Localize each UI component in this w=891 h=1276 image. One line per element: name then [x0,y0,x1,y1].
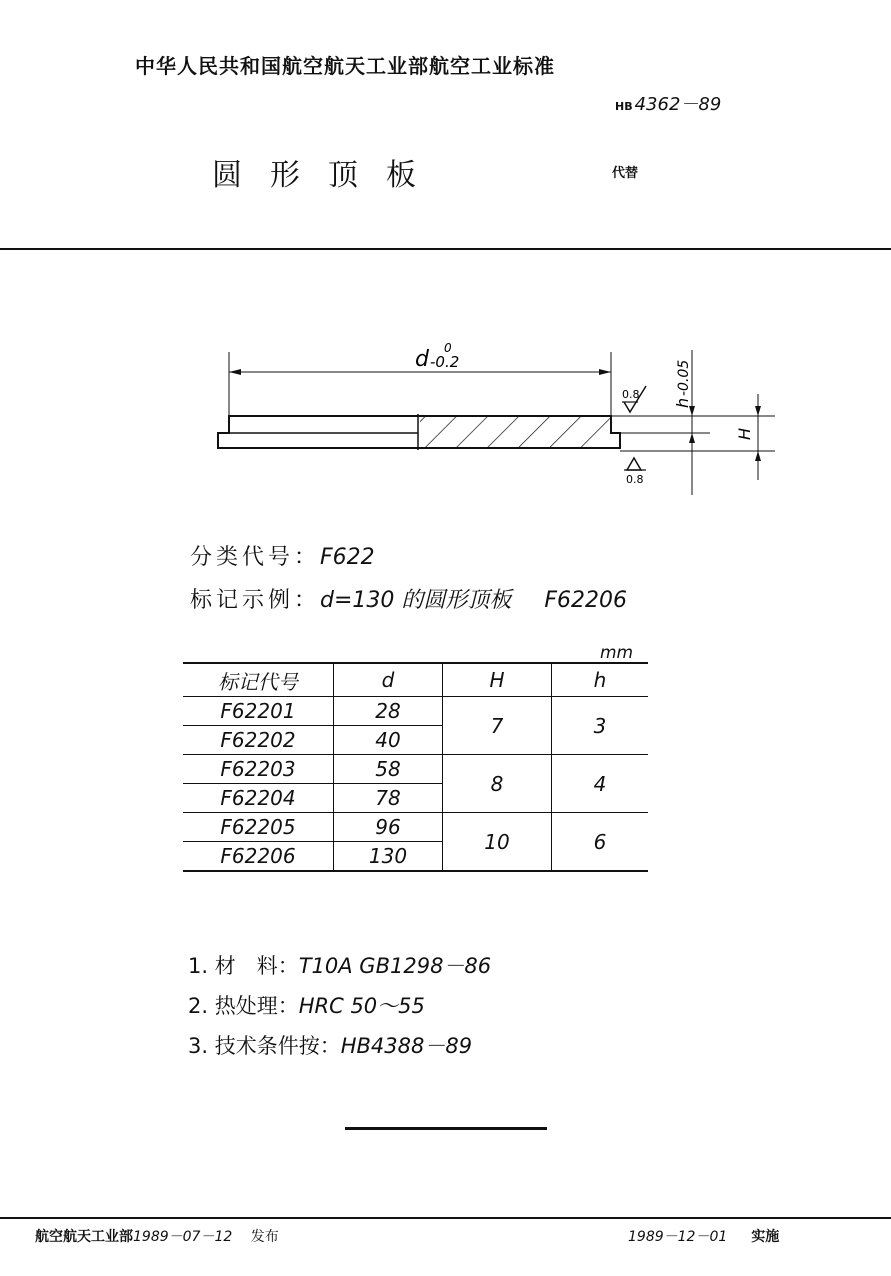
cell-h: 3 [552,697,649,755]
cell-h: 6 [552,813,649,872]
standard-prefix: HB [615,100,633,113]
issuer: 航空航天工业部 [35,1229,133,1245]
H-arrow-bottom [755,451,761,461]
cell-code: F62202 [183,726,334,755]
classification-label: 分类代号： [190,545,321,570]
cell-code: F62206 [183,842,334,872]
header-divider [0,248,891,250]
col-header-H: H [443,663,552,697]
marking-example-code: F62206 [544,588,628,613]
note-label: 2. 热处理： [188,994,299,1018]
classification-value: F622 [320,545,375,570]
note-label: 1. 材 料： [188,954,299,978]
table-row [183,755,648,784]
end-rule [345,1127,547,1130]
cell-d: 130 [334,842,443,872]
roughness-top-value: 0.8 [622,388,640,401]
marking-example-label: 标记示例： [190,588,321,613]
note-heat-treatment [188,990,425,1020]
cell-code: F62203 [183,755,334,784]
roughness-bottom-symbol [627,458,641,470]
col-header-d: d [334,663,443,697]
footer-divider [0,1217,891,1219]
roughness-bottom-value: 0.8 [626,473,644,486]
cell-code: F62201 [183,697,334,726]
h-arrow-bottom [689,433,695,443]
cell-H: 10 [443,813,552,872]
d-tolerance-upper: 0 [444,341,452,355]
document-title: 圆形顶板 [212,158,444,193]
cell-code: F62205 [183,813,334,842]
col-header-h: h [552,663,649,697]
part-drawing [200,330,800,505]
dimension-table [183,662,648,872]
col-header-code: 标记代号 [183,663,334,697]
effective-info [628,1226,779,1246]
cell-d: 78 [334,784,443,813]
cell-d: 96 [334,813,443,842]
issuing-organization: 中华人民共和国航空航天工业部航空工业标准 [135,54,555,78]
issue-info [35,1226,279,1246]
marking-example-line [190,583,627,614]
cell-d: 58 [334,755,443,784]
d-arrow-right [599,369,611,375]
section-hatch [420,417,610,447]
marking-example-value: d=130 的圆形顶板 [320,588,512,613]
note-value: HRC 50～55 [298,994,425,1018]
table-row [183,813,648,842]
h-label: h [673,397,692,408]
issue-word: 发布 [250,1229,279,1245]
note-technical-conditions [188,1030,472,1060]
d-tolerance: -0.2 [430,353,460,371]
table-row [183,697,648,726]
cell-code: F62204 [183,784,334,813]
effective-date: 1989－12－01 [628,1229,728,1245]
H-label: H [735,427,754,440]
note-value: HB4388－89 [340,1034,473,1058]
classification-line [190,540,375,571]
note-material [188,950,491,980]
cell-H: 7 [443,697,552,755]
standard-number-value: 4362－89 [634,94,722,115]
d-label: d [415,347,429,372]
cell-h: 4 [552,755,649,813]
replaces-label: 代替 [612,166,639,181]
table-unit: mm [600,643,634,663]
H-arrow-top [755,406,761,416]
cell-H: 8 [443,755,552,813]
cell-d: 28 [334,697,443,726]
standard-number [615,90,721,116]
note-label: 3. 技术条件按： [188,1034,341,1058]
cell-d: 40 [334,726,443,755]
h-tolerance: -0.05 [676,359,692,396]
d-arrow-left [229,369,241,375]
issue-date: 1989－07－12 [133,1229,233,1245]
note-value: T10A GB1298－86 [298,954,492,978]
effective-word: 实施 [751,1229,780,1245]
